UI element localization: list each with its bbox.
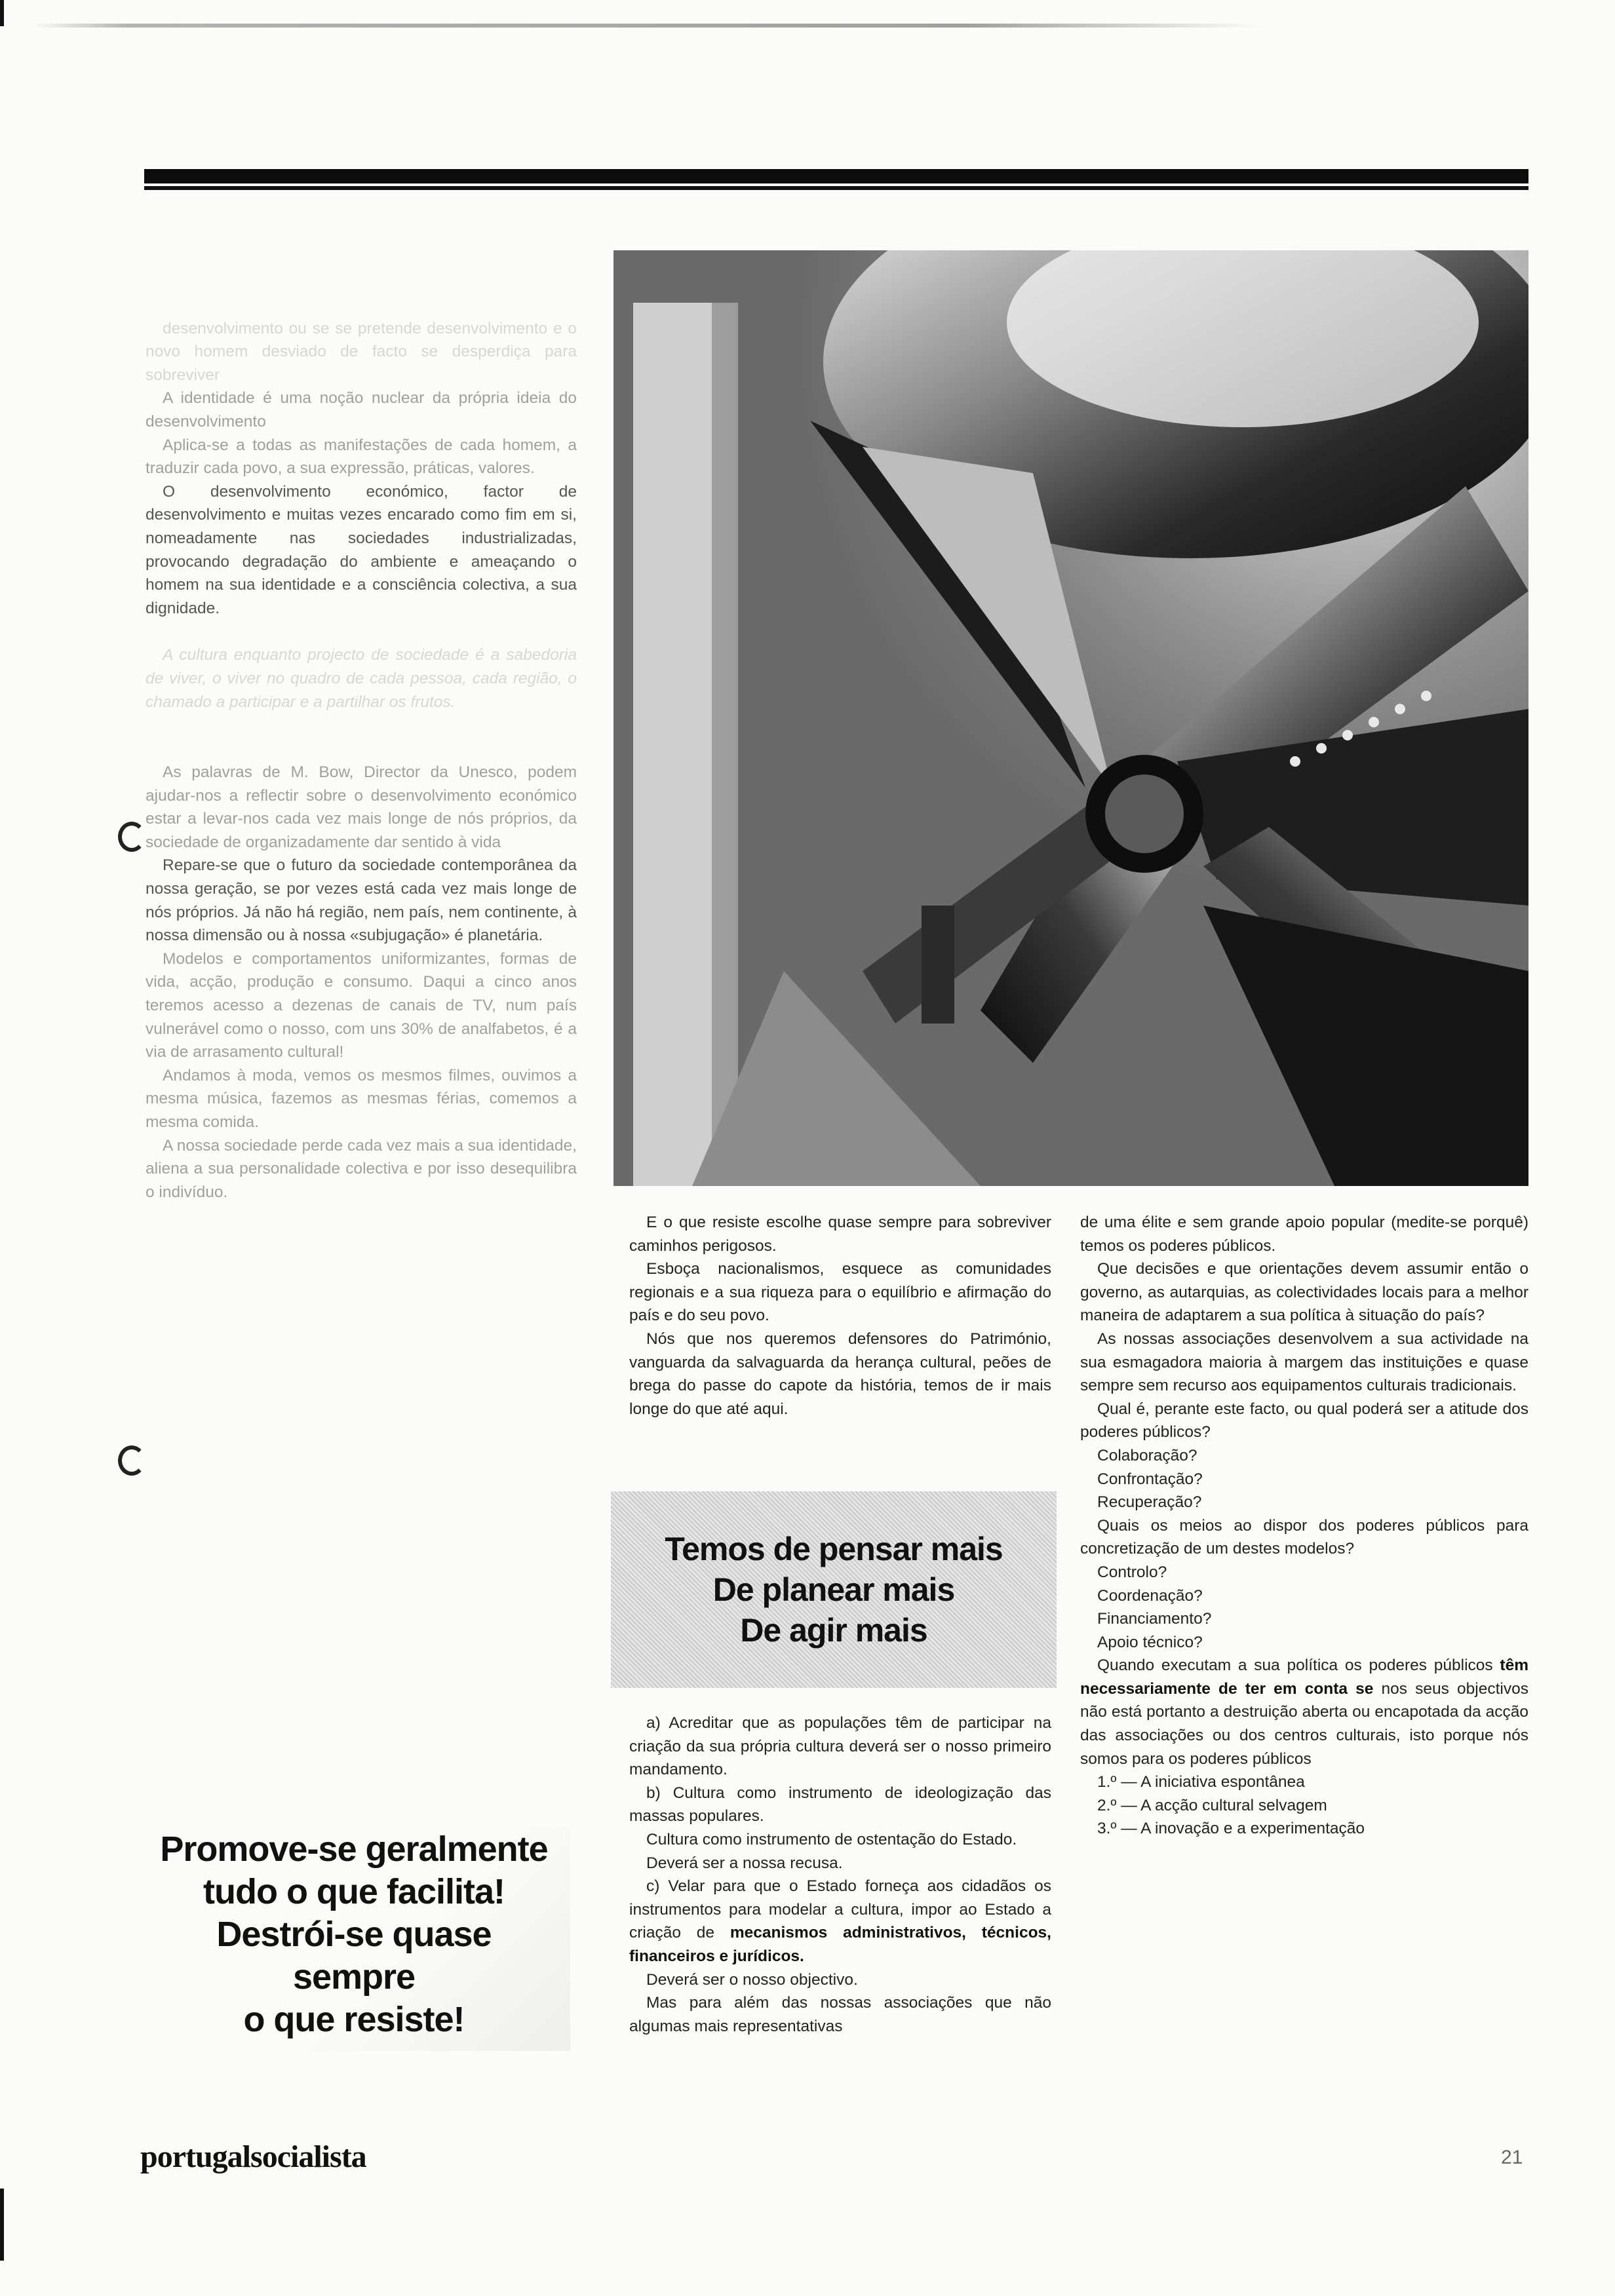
paragraph: As nossas associações desenvolvem a sua actividade na sua esmagadora maioria à margem das instituições e quase sempre sem recurso aos equipamentos culturais tradicionais. (1080, 1330, 1528, 1395)
page-number: 21 (1501, 2147, 1523, 2168)
question-item: Confrontação? (1097, 1470, 1203, 1488)
headline-line: De agir mais (740, 1612, 927, 1649)
article-column-3 (1080, 1211, 1528, 1841)
header-thick-rule (144, 169, 1528, 183)
paragraph: Aplica-se a todas as manifestações de cada homem, a traduzir cada povo, a sua expressão, práticas, valores. (146, 436, 577, 478)
faded-text (146, 257, 577, 280)
armour-photo (613, 250, 1528, 1186)
paragraph (629, 1875, 1051, 1968)
paragraph: de uma élite e sem grande apoio popular (medite-se porquê) temos os poderes públicos. (1080, 1214, 1528, 1255)
question-item: Apoio técnico? (1097, 1633, 1203, 1651)
paragraph: Cultura como instrumento de ostentação do Estado. (646, 1830, 1017, 1848)
paragraph: Nós que nos queremos defensores do Património, vanguarda da salvaguarda da herança cultural, peões de brega do passe do capote da história, temos de ir mais longe do que até aqui. (629, 1330, 1051, 1418)
bold-phrase: mecanismos administrativos, técnicos, financeiros e jurídicos. (629, 1924, 1051, 1965)
question-item: Colaboração? (1097, 1446, 1197, 1464)
question-item: Financiamento? (1097, 1610, 1212, 1628)
paragraph: Quais os meios ao dispor dos poderes públicos para concretização de um destes modelos? (1080, 1516, 1528, 1558)
list-item: 3.º — A inovação e a experimentação (1097, 1820, 1365, 1838)
headline-line: Temos de pensar mais (665, 1531, 1003, 1567)
armour-illustration (613, 250, 1528, 1186)
paragraph: Mas para além das nossas associações que não algumas mais representativas (629, 1994, 1051, 2035)
top-scan-rule (0, 24, 1615, 28)
paragraph-text: Quando executam a sua política os poderes públicos (1097, 1656, 1500, 1675)
pull-quote-line: Promove-se geralmente (160, 1829, 548, 1869)
paragraph: b) Cultura como instrumento de ideologização das massas populares. (629, 1784, 1051, 1826)
paragraph: E o que resiste escolhe quase sempre para sobreviver caminhos perigosos. (629, 1214, 1051, 1255)
paragraph: As palavras de M. Bow, Director da Unesco, podem ajudar-nos a reflectir sobre o desenvolvimento económico estar a levar-nos cada vez mais longe de nós próprios, da sociedade de organizadamente dar sentido à vida (146, 763, 577, 851)
paragraph: O desenvolvimento económico, factor de desenvolvimento e muitas vezes encarado como fim em si, nomeadamente nas sociedades industrializadas, provocando degradação do ambiente e ameaçando o homem na sua identidade e a consciência colectiva, a sua dignidade. (146, 482, 577, 617)
paragraph: Qual é, perante este facto, ou qual poderá ser a atitude dos poderes públicos? (1080, 1400, 1528, 1442)
question-item: Recuperação? (1097, 1493, 1202, 1512)
article-column-2-continued (629, 1712, 1051, 2038)
binding-hole-mark (118, 1445, 146, 1476)
pull-quote-line: sempre (292, 1957, 416, 1997)
list-item: 2.º — A acção cultural selvagem (1097, 1796, 1327, 1814)
binding-hole-mark (118, 822, 146, 852)
scan-edge-mark (0, 2189, 4, 2261)
publication-name: portugalsocialista (140, 2139, 366, 2174)
paragraph: Deverá ser a nossa recusa. (646, 1854, 843, 1872)
list-item: 1.º — A iniciativa espontânea (1097, 1773, 1305, 1791)
pull-quote-line: o que resiste! (243, 2000, 465, 2039)
question-item: Coordenação? (1097, 1586, 1203, 1605)
pull-quote (138, 1828, 570, 2051)
paragraph-text: c) Velar para que o Estado forneça aos cidadãos os instrumentos para modelar a cultura, impor ao Estado a criação de (629, 1877, 1051, 1942)
paragraph: Deverá ser o nosso objectivo. (646, 1970, 858, 1989)
paragraph (1080, 1654, 1528, 1770)
pull-quote-line: tudo o que facilita! (203, 1872, 505, 1911)
article-column-1 (146, 257, 577, 1204)
paragraph: a) Acreditar que as populações têm de participar na criação da sua própria cultura deverá ser o nosso primeiro mandamento. (629, 1714, 1051, 1779)
paragraph: Repare-se que o futuro da sociedade contemporânea da nossa geração, se por vezes está cada vez mais longe de nós próprios. Já não há região, nem país, nem continente, à nossa dimensão ou à nossa «subjugação» é planetária. (146, 856, 577, 945)
scan-edge-mark (0, 0, 4, 26)
header-thin-rule (144, 186, 1528, 190)
faded-paragraph: desenvolvimento ou se se pretende desenvolvimento e o novo homem desviado de facto se desperdiça para sobreviver (146, 319, 577, 384)
paragraph: Esboça nacionalismos, esquece as comunidades regionais e a sua riqueza para o equilíbrio e afirmação do país e do seu povo. (629, 1260, 1051, 1325)
italic-paragraph: A cultura enquanto projecto de sociedade é a sabedoria de viver, o viver no quadro de cada pessoa, cada região, o chamado a participar e a partilhar os frutos. (146, 646, 577, 711)
article-column-2 (629, 1211, 1051, 1421)
pull-quote-line: Destrói-se quase (216, 1915, 492, 1954)
paragraph: Modelos e comportamentos uniformizantes, formas de vida, acção, produção e consumo. Daqui a cinco anos teremos acesso a dezenas de canais de TV, num país vulnerável como o nosso, com uns 30% de analfabetos, é a via de arrasamento cultural! (146, 949, 577, 1062)
headline-box (611, 1491, 1057, 1688)
faded-paragraph: A identidade é uma noção nuclear da própria ideia do desenvolvimento (146, 389, 577, 430)
bold-phrase: têm necessariamente de ter em conta se (1080, 1656, 1528, 1698)
paragraph: Andamos à moda, vemos os mesmos filmes, ouvimos a mesma música, fazemos as mesmas férias, comemos a mesma comida. (146, 1066, 577, 1131)
paragraph-text: nos seus objectivos não está portanto a destruição aberta ou encapotada da acção das associações ou dos centros culturais, isto porque nós somos para os poderes públicos (1080, 1679, 1528, 1768)
headline-line: De planear mais (712, 1571, 955, 1608)
paragraph: Que decisões e que orientações devem assumir então o governo, as autarquias, as colectividades locais para a melhor maneira de adaptarem a sua política à situação do país? (1080, 1260, 1528, 1325)
question-item: Controlo? (1097, 1563, 1167, 1581)
paragraph: A nossa sociedade perde cada vez mais a sua identidade, aliena a sua personalidade colectiva e por isso desequilibra o indivíduo. (146, 1136, 577, 1201)
